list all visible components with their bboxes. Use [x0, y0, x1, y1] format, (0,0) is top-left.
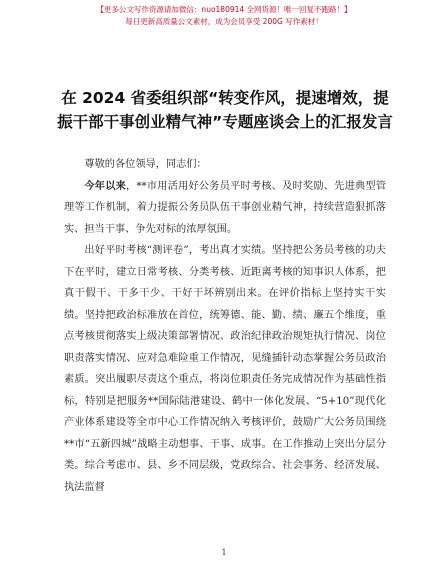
paragraph-1 — [64, 176, 386, 241]
document-title: 在 2024 省委组织部“转变作风，提速增效，提振干部干事创业精气神”专题座谈会上的汇报发言 — [57, 89, 393, 131]
promo-banner — [0, 4, 448, 28]
paragraph-1-text: ，**市用活用好公务员平时考核、及时奖励、先进典型管理等工作机制，着力提振公务员队伍干事创业精气神，持续营造狠抓落实、担当干事、争先对标的浓厚氛围。 — [64, 180, 387, 235]
document-body — [64, 154, 386, 498]
paragraph-1-lead: 今年以来 — [84, 179, 127, 192]
page-number: 1 — [221, 548, 227, 557]
salutation: 尊敬的各位领导，同志们： — [84, 159, 207, 170]
promo-line-2: 每日更新高质量公文素材，成为会员享受 200G 写作素材！ — [125, 17, 323, 26]
paragraph-2: 出好平时考核“测评卷”，考出真才实绩。坚持把公务员考核的功夫下在平时，建立日常考核、分类考核、近距离考核的知事识人体系，把真干假干、干多干少、干好干坏辨别出来。在评价指标上坚持实干实绩。坚持把政治标准放在首位，统筹德、能、勤、绩、廉五个维度，重点考核贯彻落实上级决策部署情况、政治纪律政治规矩执行情况、岗位职责落实情况、应对急难险重工作情况，见缝插针动态掌握公务员政治素质。突出履职尽责这个重点，将岗位职责任务完成情况作为基础性指标，特别是把服务**国际陆港建设、鹤中一体化发展、“5+10”现代化产业体系建设等全市中心工作情况纳入考核评价，鼓励广大公务员围绕**市“五新四城”战略主动想事、干事、成事。在工作推动上突出分层分类。综合考虑市、县、乡不同层级，党政综合、社会事务、经济发展、执法监督 — [64, 245, 386, 493]
promo-line-1: 【更多公文写作资源请加微信：nuo180914 全网货源！唯一回复不跑路！】 — [96, 5, 352, 14]
